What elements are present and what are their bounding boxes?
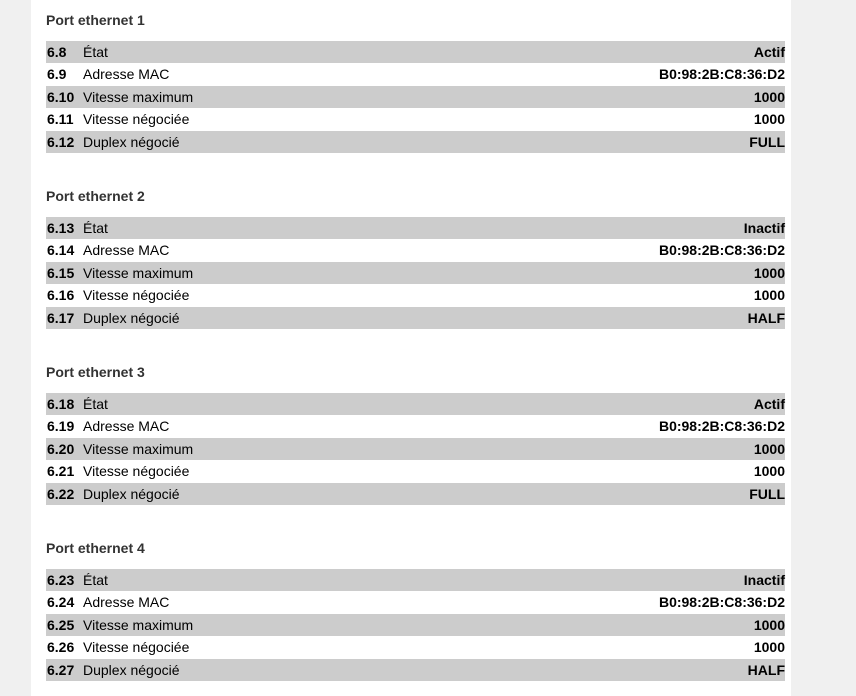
table-row-negotiated-speed: [46, 284, 785, 306]
row-number: 6.9: [47, 66, 67, 83]
table-row-state: [46, 393, 785, 415]
row-value: B0:98:2B:C8:36:D2: [658, 66, 785, 83]
row-number: 6.26: [47, 639, 75, 656]
row-label: Vitesse maximum: [83, 440, 194, 457]
row-label: Adresse MAC: [83, 66, 170, 83]
row-number: 6.19: [47, 418, 75, 435]
row-number: 6.15: [47, 264, 75, 281]
row-value: HALF: [747, 309, 785, 326]
row-value: 1000: [753, 287, 785, 304]
row-number: 6.8: [47, 44, 67, 60]
row-value: B0:98:2B:C8:36:D2: [658, 242, 785, 259]
row-value: 1000: [753, 88, 785, 105]
row-value: HALF: [747, 661, 785, 678]
row-number: 6.14: [47, 242, 75, 259]
row-value: Actif: [753, 44, 785, 60]
table-row-negotiated-speed: [46, 108, 785, 130]
row-label: État: [83, 44, 108, 60]
row-label: Vitesse maximum: [83, 264, 194, 281]
row-number: 6.27: [47, 661, 75, 678]
section-title: Port ethernet 3: [46, 364, 145, 380]
row-number: 6.24: [47, 594, 75, 611]
row-value: 1000: [753, 639, 785, 656]
table-row-state: [46, 217, 785, 239]
row-label: Duplex négocié: [83, 485, 180, 502]
section-title: Port ethernet 1: [46, 12, 145, 28]
report-page: [31, 0, 791, 696]
row-number: 6.22: [47, 485, 75, 502]
row-value: Inactif: [743, 220, 785, 236]
table-row-state: [46, 41, 785, 63]
row-value: B0:98:2B:C8:36:D2: [658, 418, 785, 435]
row-label: État: [83, 396, 108, 412]
table-row-max-speed: [46, 438, 785, 460]
row-value: Inactif: [743, 572, 785, 588]
row-label: Vitesse négociée: [83, 639, 190, 656]
table-row-mac-address: [46, 591, 785, 613]
row-label: Adresse MAC: [83, 242, 170, 259]
property-table: [46, 217, 785, 329]
row-value: B0:98:2B:C8:36:D2: [658, 594, 785, 611]
row-label: Vitesse négociée: [83, 287, 190, 304]
row-number: 6.21: [47, 463, 75, 480]
row-value: FULL: [749, 133, 785, 150]
row-number: 6.16: [47, 287, 75, 304]
row-label: Adresse MAC: [83, 418, 170, 435]
row-label: Vitesse négociée: [83, 111, 190, 128]
row-number: 6.18: [47, 396, 75, 412]
row-label: État: [83, 572, 108, 588]
table-row-max-speed: [46, 262, 785, 284]
table-row-mac-address: [46, 415, 785, 437]
row-label: Vitesse négociée: [83, 463, 190, 480]
row-number: 6.13: [47, 220, 75, 236]
row-value: 1000: [753, 264, 785, 281]
table-row-negotiated-speed: [46, 636, 785, 658]
table-row-negotiated-speed: [46, 460, 785, 482]
row-label: Vitesse maximum: [83, 616, 194, 633]
row-number: 6.12: [47, 133, 75, 150]
property-table: [46, 41, 785, 153]
table-row-max-speed: [46, 614, 785, 636]
table-row-max-speed: [46, 86, 785, 108]
row-number: 6.11: [47, 111, 74, 128]
row-number: 6.10: [47, 88, 75, 105]
row-label: Vitesse maximum: [83, 88, 194, 105]
row-label: Duplex négocié: [83, 309, 180, 326]
table-row-negotiated-duplex: [46, 131, 785, 153]
table-row-mac-address: [46, 239, 785, 261]
row-value: 1000: [753, 616, 785, 633]
table-row-negotiated-duplex: [46, 307, 785, 329]
section-title: Port ethernet 4: [46, 540, 145, 556]
row-number: 6.25: [47, 616, 75, 633]
row-label: Adresse MAC: [83, 594, 170, 611]
row-value: 1000: [753, 463, 785, 480]
section-title: Port ethernet 2: [46, 188, 145, 204]
property-table: [46, 393, 785, 505]
table-row-mac-address: [46, 63, 785, 85]
row-value: Actif: [753, 396, 785, 412]
table-row-negotiated-duplex: [46, 483, 785, 505]
row-number: 6.20: [47, 440, 75, 457]
row-number: 6.17: [47, 309, 75, 326]
property-table: [46, 569, 785, 681]
row-value: FULL: [749, 485, 785, 502]
row-value: 1000: [753, 111, 785, 128]
row-label: Duplex négocié: [83, 661, 180, 678]
row-number: 6.23: [47, 572, 75, 588]
table-row-state: [46, 569, 785, 591]
table-row-negotiated-duplex: [46, 659, 785, 681]
row-label: État: [83, 220, 108, 236]
row-value: 1000: [753, 440, 785, 457]
row-label: Duplex négocié: [83, 133, 180, 150]
